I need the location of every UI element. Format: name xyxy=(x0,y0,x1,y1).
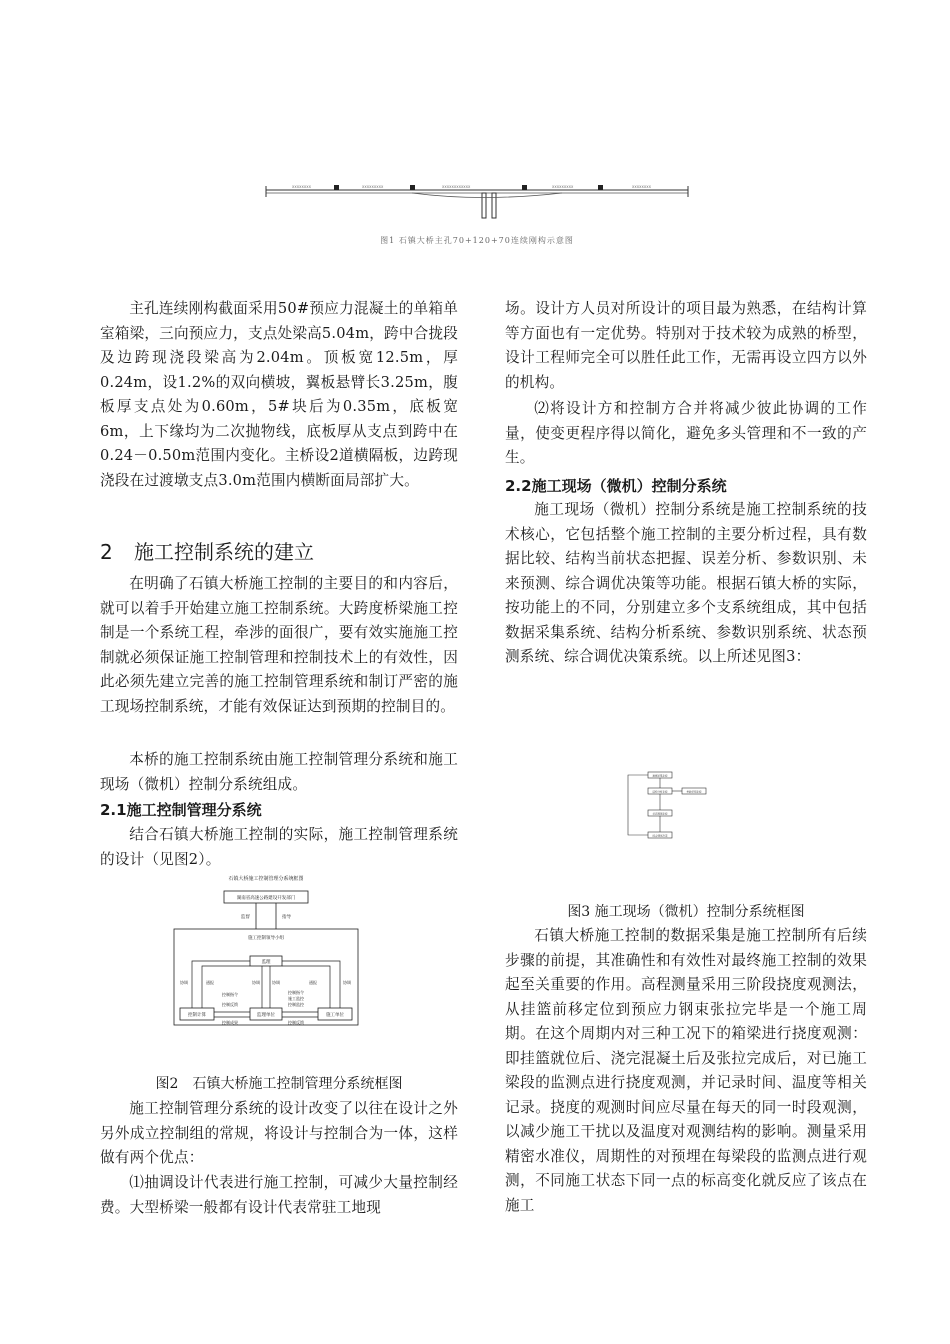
fig2-label-13: 控制监控 xyxy=(288,1002,304,1007)
fig2-label-7: 控制指令 xyxy=(222,992,238,997)
fig2-center-box: 监理 xyxy=(261,960,271,965)
fig2-label-3: 协调 xyxy=(252,980,260,985)
figure-2-diagram xyxy=(172,872,360,1028)
section-2-title: 施工控制系统的建立 xyxy=(134,540,314,564)
section-2-2-heading: 2.2施工现场（微机）控制分系统 xyxy=(505,477,727,495)
fig3-box-4: 状态预测系统 xyxy=(652,812,668,816)
fig2-group-label: 施工控制领导小组 xyxy=(248,936,284,941)
right-paragraph-2: ⑵将设计方和控制方合并将减少彼此协调的工作量，使变更程序得以简化，避免多头管理和不一致的产生。 xyxy=(505,400,867,466)
svg-text:xxxxxxxx: xxxxxxxx xyxy=(292,184,311,189)
fig2-arrow-right: 指导 xyxy=(282,915,291,920)
fig2-label-5: 协调 xyxy=(343,980,351,985)
fig3-box-5: 综合调优决策 xyxy=(652,834,668,838)
section-2-heading xyxy=(100,536,458,565)
figure-3-caption: 图3 施工现场（微机）控制分系统框图 xyxy=(567,904,805,920)
svg-text:xxxxxxxxx: xxxxxxxxx xyxy=(362,184,384,189)
left-paragraph-6: ⑴抽调设计代表进行施工控制，可减少大量控制经费。大型桥梁一般都有设计代表常驻工地现 xyxy=(100,1174,458,1216)
figure-3 xyxy=(620,770,710,842)
fig2-label-10: 控制成果 xyxy=(222,1020,238,1025)
svg-text:xxxxxxxxxxxx: xxxxxxxxxxxx xyxy=(442,184,471,189)
fig2-label-12: 控制反馈 xyxy=(288,1020,304,1025)
figure-3-diagram xyxy=(620,770,710,842)
fig2-top-box: 湖南省高速公路建设开发部门 xyxy=(236,896,296,901)
fig3-box-1: 数据采集系统 xyxy=(652,774,668,778)
fig2-right-box: 施工单位 xyxy=(326,1013,344,1018)
figure-1 xyxy=(262,180,692,245)
right-paragraph-3: 施工现场（微机）控制分系统是施工控制系统的技术核心，它包括整个施工控制的主要分析过程，具有数据比较、结构当前状态把握、误差分析、参数识别、未来预测、综合调优决策等功能。根据石镇大桥的实际，按功能上的不同，分别建立多个支系统组成，其中包括数据采集系统、结构分析系统、参数识别系统、状态预测系统、综合调优决策系统。以上所述见图3： xyxy=(505,501,867,665)
right-paragraph-4: 石镇大桥施工控制的数据采集是施工控制所有后续步骤的前提，其准确性和有效性对最终施工控制的效果起至关重要的作用。高程测量采用三阶段挠度观测法，从挂篮前移定位到预应力钢束张拉完毕是一个施工周期。在这个周期内对三种工况下的箱梁进行挠度观测：即挂篮就位后、浇完混凝土后及张拉完成后，对已施工梁段的监测点进行挠度观测，并记录时间、温度等相关记录。挠度的观测时间应尽量在每天的同一时段观测，以减少施工干扰以及温度对观测结构的影响。测量采用精密水准仪，周期性的对预埋在每梁段的监测点进行观测，不同施工状态下同一点的标高变化就反应了该点在施工 xyxy=(505,927,867,1214)
figure-2 xyxy=(172,872,360,1028)
left-paragraph-1: 主孔连续刚构截面采用50#预应力混凝土的单箱单室箱梁，三向预应力，支点处梁高5.04m，跨中合拢段及边跨现浇段梁高为2.04m。顶板宽12.5m，厚0.24m，设1.2%的双向横坡，翼板悬臂长3.25m，腹板厚支点处为0.60m，5#块后为0.35m，底板宽6m，上下缘均为二次抛物线，底板厚从支点到跨中在0.24－0.50m范围内变化。主桥设2道横隔板，边跨现浇段在过渡墩支点3.0m范围内横断面局部扩大。 xyxy=(100,300,459,489)
svg-text:xxxxxxxx: xxxxxxxx xyxy=(632,184,651,189)
right-paragraph-1: 场。设计方人员对所设计的项目最为熟悉，在结构计算等方面也有一定优势。特别对于技术较为成熟的桥型，设计工程师完全可以胜任此工作，无需再设立四方以外的机构。 xyxy=(505,300,867,391)
figure-1-caption: 图1 石镇大桥主孔70+120+70连续刚构示意图 xyxy=(380,236,574,245)
fig3-box-3: 参数识别系统 xyxy=(686,790,702,794)
fig2-label-2: 通报 xyxy=(206,980,214,985)
fig2-mid-box: 监理单位 xyxy=(257,1013,275,1018)
left-paragraph-2: 在明确了石镇大桥施工控制的主要目的和内容后，就可以着手开始建立施工控制系统。大跨度桥梁施工控制是一个系统工程，牵涉的面很广，要有效实施施工控制就必须保证施工控制管理和控制技术上的有效性，因此必须先建立完善的施工控制管理系统和制订严密的施工现场控制系统，才能有效保证达到预期的控制目的。 xyxy=(100,575,458,715)
fig2-label-11: 控制反馈 xyxy=(222,1002,238,1007)
fig2-title: 石镇大桥施工控制管理分系统框图 xyxy=(228,876,304,882)
figure-2-caption: 图2 石镇大桥施工控制管理分系统框图 xyxy=(155,1076,403,1092)
fig3-box-2: 结构分析系统 xyxy=(652,790,668,794)
section-2-number: 2 xyxy=(100,540,113,564)
left-paragraph-3: 本桥的施工控制系统由施工控制管理分系统和施工现场（微机）控制分系统组成。 xyxy=(100,751,458,793)
fig2-left-box: 控制计算 xyxy=(188,1013,206,1018)
left-paragraph-5: 施工控制管理分系统的设计改变了以往在设计之外另外成立控制组的常规，将设计与控制合为一体，这样做有两个优点： xyxy=(100,1100,458,1166)
fig2-label-8: 控制指令 xyxy=(288,990,304,995)
fig2-label-1: 协调 xyxy=(180,980,188,985)
left-paragraph-4: 结合石镇大桥施工控制的实际，施工控制管理系统的设计（见图2）。 xyxy=(100,826,458,868)
section-2-1-heading: 2.1施工控制管理分系统 xyxy=(100,801,262,819)
fig2-label-9: 施工监控 xyxy=(288,996,304,1001)
bridge-elevation-drawing xyxy=(262,180,692,225)
fig2-arrow-left: 监督 xyxy=(241,915,250,920)
fig2-label-6: 协调 xyxy=(272,980,280,985)
fig2-label-4: 通报 xyxy=(309,980,317,985)
svg-text:xxxxxxxxx: xxxxxxxxx xyxy=(552,184,574,189)
